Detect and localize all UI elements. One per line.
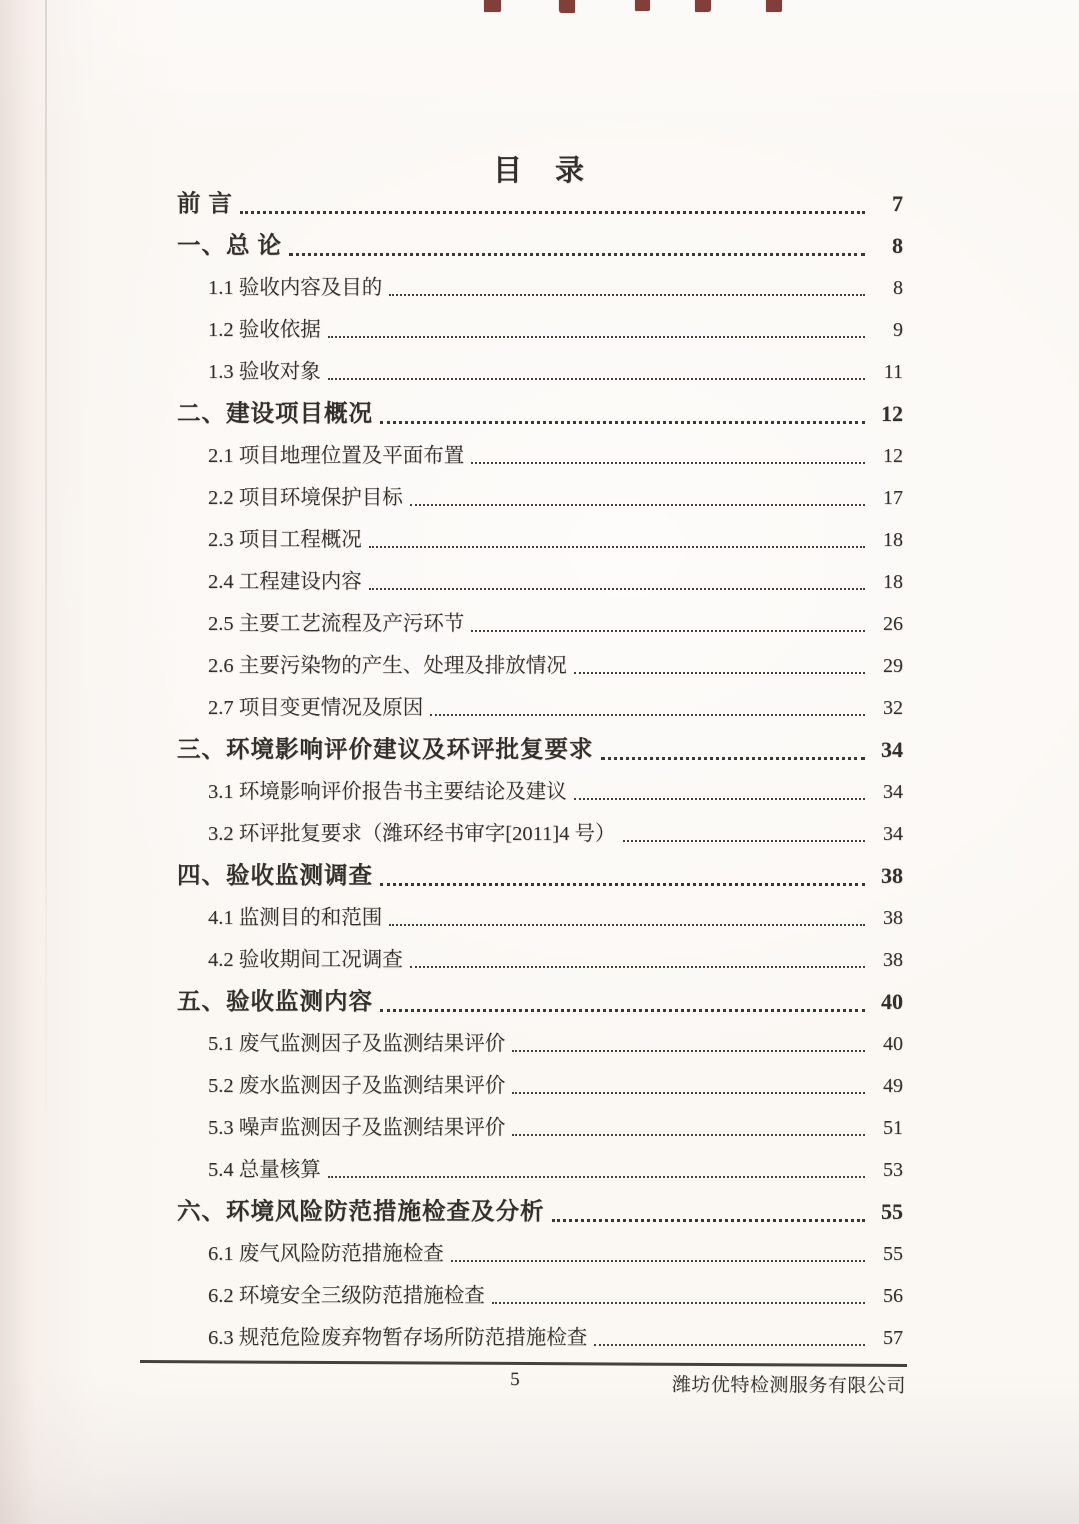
toc-entry-label: 1.2 验收依据 (208, 319, 321, 341)
toc-leader-dots (233, 183, 869, 225)
toc-leader-dots (567, 645, 869, 687)
toc-entry (177, 561, 903, 603)
toc-leader-dots (382, 897, 869, 939)
toc-page-number: 26 (883, 613, 903, 635)
page-footer (0, 1353, 1079, 1419)
stamp-mark-icon (484, 0, 501, 12)
toc-page-number: 8 (893, 277, 903, 299)
toc-leader-dots (362, 561, 869, 603)
stamp-mark-icon (766, 0, 782, 12)
toc-leader-dots (321, 309, 869, 351)
toc-leader-dots (464, 603, 869, 645)
toc-entry (177, 351, 903, 393)
toc-entry-label: 5.1 废气监测因子及监测结果评价 (208, 1033, 506, 1055)
toc-page-number: 8 (892, 233, 903, 258)
toc-page-number: 38 (883, 907, 903, 929)
footer-company-name: 潍坊优特检测服务有限公司 (671, 1374, 906, 1398)
toc-entry (177, 225, 903, 267)
toc-page-number: 34 (883, 781, 903, 803)
toc-leader-dots (464, 435, 869, 477)
toc-entry-label: 2.6 主要污染物的产生、处理及排放情况 (208, 655, 567, 677)
toc-leader-dots (403, 477, 869, 519)
toc-page-number: 38 (883, 949, 903, 971)
stamp-mark-icon (559, 0, 575, 13)
toc-entry-label: 2.4 工程建设内容 (208, 571, 362, 593)
toc-page-number: 18 (883, 571, 903, 593)
toc-entry-label: 5.2 废水监测因子及监测结果评价 (208, 1075, 506, 1097)
toc-entry-label: 4.2 验收期间工况调查 (208, 949, 403, 971)
toc-leader-dots (373, 981, 869, 1023)
stamp-remnant-marks (0, 0, 1079, 16)
toc-entry-label: 2.2 项目环境保护目标 (208, 487, 403, 509)
toc-entry (177, 813, 903, 855)
stamp-mark-icon (635, 0, 650, 11)
toc-page-number: 34 (883, 823, 903, 845)
toc-leader-dots (444, 1233, 869, 1275)
toc-page-number: 32 (883, 697, 903, 719)
toc-entry (177, 603, 903, 645)
toc-page-number: 49 (883, 1075, 903, 1097)
toc-leader-dots (505, 1107, 869, 1149)
toc-page-number: 18 (883, 529, 903, 551)
toc-entry (177, 687, 903, 729)
toc-entry (177, 1233, 903, 1275)
toc-leader-dots (594, 729, 870, 771)
toc-leader-dots (321, 1149, 869, 1191)
footer-rule (140, 1360, 907, 1367)
toc-entry-label: 3.2 环评批复要求（潍环经书审字[2011]4 号） (208, 823, 616, 845)
toc-leader-dots (403, 939, 869, 981)
toc-entry-label: 三、环境影响评价建议及环评批复要求 (177, 737, 594, 763)
toc-entry (177, 897, 903, 939)
toc-entry-label: 2.5 主要工艺流程及产污环节 (208, 613, 465, 635)
stamp-mark-icon (695, 0, 711, 12)
toc-entry (177, 729, 903, 771)
toc-entry-label: 5.4 总量核算 (208, 1159, 321, 1181)
toc-entry-label: 2.3 项目工程概况 (208, 529, 362, 551)
toc-entry-label: 1.3 验收对象 (208, 361, 321, 383)
toc-entry (177, 855, 903, 897)
toc-entry (177, 645, 903, 687)
toc-entry (177, 1275, 903, 1317)
toc-entry-label: 6.1 废气风险防范措施检查 (208, 1243, 444, 1265)
toc-entry (177, 309, 903, 351)
toc-leader-dots (373, 393, 869, 435)
toc-entry (177, 1023, 903, 1065)
toc-leader-dots (321, 351, 869, 393)
toc-entry (177, 1317, 903, 1359)
toc-entry (177, 435, 903, 477)
toc-entry-label: 六、环境风险防范措施检查及分析 (177, 1199, 545, 1225)
toc-page-number: 38 (881, 863, 903, 888)
toc-leader-dots (382, 267, 869, 309)
toc-entry-label: 3.1 环境影响评价报告书主要结论及建议 (208, 781, 567, 803)
toc-entry-label: 五、验收监测内容 (177, 989, 373, 1015)
toc-page-number: 51 (883, 1117, 903, 1139)
toc-page-number: 11 (883, 361, 903, 383)
toc-entry (177, 519, 903, 561)
toc-page-number: 56 (883, 1285, 903, 1307)
toc-entry (177, 183, 903, 225)
toc-page-number: 12 (883, 445, 903, 467)
toc-entry-label: 2.7 项目变更情况及原因 (208, 697, 424, 719)
toc-page-number: 57 (883, 1327, 903, 1349)
toc-page-number: 12 (881, 401, 903, 426)
toc-entry (177, 393, 903, 435)
toc-leader-dots (505, 1065, 869, 1107)
toc-page-number: 9 (893, 319, 903, 341)
toc-entry (177, 1149, 903, 1191)
toc-entry-label: 6.2 环境安全三级防范措施检查 (208, 1285, 485, 1307)
toc-entry (177, 267, 903, 309)
toc-entry (177, 1191, 903, 1233)
toc-entry (177, 1107, 903, 1149)
page-title: 目 录 (492, 155, 586, 187)
toc-entry-label: 5.3 噪声监测因子及监测结果评价 (208, 1117, 506, 1139)
toc-page-number: 7 (892, 191, 903, 216)
toc-page-number: 17 (883, 487, 903, 509)
toc-entry-label: 前 言 (177, 191, 233, 217)
toc-entry-label: 2.1 项目地理位置及平面布置 (208, 445, 465, 467)
toc-entry (177, 477, 903, 519)
toc-entry-label: 二、建设项目概况 (177, 401, 373, 427)
toc-page-number: 29 (883, 655, 903, 677)
toc-entry-label: 1.1 验收内容及目的 (208, 277, 383, 299)
toc-page-number: 53 (883, 1159, 903, 1181)
toc-entry (177, 771, 903, 813)
toc-leader-dots (485, 1275, 869, 1317)
toc-page-number: 40 (883, 1033, 903, 1055)
toc-leader-dots (567, 771, 869, 813)
toc-leader-dots (505, 1023, 869, 1065)
toc-entry-label: 6.3 规范危险废弃物暂存场所防范措施检查 (208, 1327, 588, 1349)
toc-page-number: 40 (881, 989, 903, 1014)
toc-leader-dots (545, 1191, 870, 1233)
toc-entry-label: 一、总 论 (177, 233, 282, 259)
toc-leader-dots (587, 1317, 869, 1359)
toc-entry (177, 981, 903, 1023)
toc-page-number: 34 (881, 737, 903, 762)
toc-entry-label: 四、验收监测调查 (177, 863, 373, 889)
toc-leader-dots (362, 519, 869, 561)
toc-entry (177, 1065, 903, 1107)
toc-page-number: 55 (883, 1243, 903, 1265)
toc-entry-label: 4.1 监测目的和范围 (208, 907, 383, 929)
toc-leader-dots (423, 687, 869, 729)
toc-entry (177, 939, 903, 981)
toc-page-number: 55 (881, 1199, 903, 1224)
footer-page-number: 5 (510, 1368, 520, 1390)
toc-leader-dots (616, 813, 869, 855)
toc-leader-dots (282, 225, 869, 267)
toc-leader-dots (373, 855, 869, 897)
toc-list (177, 183, 903, 1359)
